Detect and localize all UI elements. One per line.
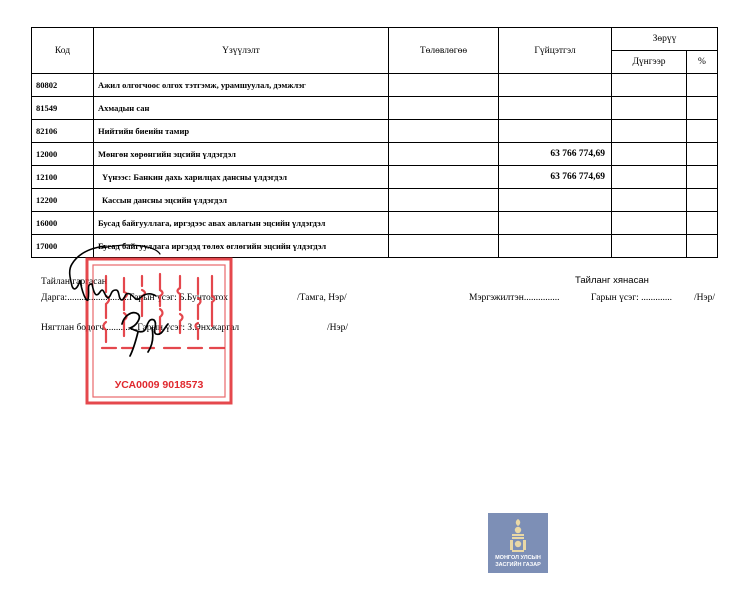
row-name: Бусад байгууллага, иргэдээс авах авлагын эцсийн үлдэгдэл: [94, 212, 389, 235]
table-row: [32, 166, 718, 189]
row-code: 80802: [32, 74, 94, 97]
row-code: 16000: [32, 212, 94, 235]
header-diff-amount: Дүнгээр: [612, 51, 687, 74]
row-diff-percent: [687, 212, 718, 235]
row-diff-amount: [612, 235, 687, 258]
row-name: Ажил олгогчоос олгох тэтгэмж, урамшуулал, дэмжлэг: [94, 74, 389, 97]
row-code: 12000: [32, 143, 94, 166]
accountant-signature: [108, 298, 178, 360]
row-plan: [389, 74, 499, 97]
stamp-number: УСА0009 9018573: [114, 379, 204, 391]
row-diff-amount: [612, 166, 687, 189]
row-plan: [389, 97, 499, 120]
row-plan: [389, 120, 499, 143]
row-diff-amount: [612, 189, 687, 212]
row-plan: [389, 189, 499, 212]
row-actual: [499, 189, 612, 212]
row-name: Бусад байгууллага иргэдэд төлөх өглөгийн эцсийн үлдэгдэл: [94, 235, 389, 258]
director-dots: ..........................: [67, 293, 129, 303]
header-name: Үзүүлэлт: [94, 28, 389, 74]
director-label: Дарга:: [41, 293, 68, 303]
table-row: [32, 97, 718, 120]
row-plan: [389, 212, 499, 235]
row-diff-amount: [612, 212, 687, 235]
row-diff-percent: [687, 189, 718, 212]
row-name: Нийтийн биеийн тамир: [94, 120, 389, 143]
table-row: [32, 143, 718, 166]
accountant-name: З.Энхжаргал: [187, 323, 240, 333]
row-code: 17000: [32, 235, 94, 258]
row-diff-percent: [687, 235, 718, 258]
row-actual: 63 766 774,69: [499, 166, 612, 189]
row-diff-amount: [612, 120, 687, 143]
row-diff-percent: [687, 166, 718, 189]
director-sign-label: Гарын үсэг: [128, 293, 175, 303]
row-actual: [499, 74, 612, 97]
header-diff: Зөрүү: [612, 28, 718, 51]
row-code: 81549: [32, 97, 94, 120]
specialist-suffix: /Нэр/: [694, 293, 715, 303]
row-diff-amount: [612, 74, 687, 97]
row-name: Мөнгөн хөрөнгийн эцсийн үлдэгдэл: [94, 143, 389, 166]
accountant-suffix: /Нэр/: [327, 323, 348, 333]
row-actual: [499, 120, 612, 143]
row-plan: [389, 143, 499, 166]
accountant-sign-label: Гарын үсэг: [137, 323, 183, 333]
table-row: [32, 212, 718, 235]
header-code: Код: [32, 28, 94, 74]
director-name: Б.Бунтогтох: [179, 293, 228, 303]
reviewed-title: Тайланг хянасан: [575, 275, 649, 286]
specialist-label: Мэргэжилтэн...............: [469, 293, 560, 303]
header-diff-percent: %: [687, 51, 718, 74]
row-code: 12100: [32, 166, 94, 189]
accountant-dots: ..............: [104, 323, 138, 333]
row-diff-amount: [612, 143, 687, 166]
row-diff-amount: [612, 97, 687, 120]
header-plan: Төлөвлөгөө: [389, 28, 499, 74]
row-code: 82106: [32, 120, 94, 143]
prepared-title: Тайлан гаргасан: [41, 277, 107, 287]
row-actual: 63 766 774,69: [499, 143, 612, 166]
row-name: Кассын дансны эцсийн үлдэгдэл: [94, 189, 389, 212]
table-row: [32, 120, 718, 143]
row-diff-percent: [687, 74, 718, 97]
row-diff-percent: [687, 120, 718, 143]
row-plan: [389, 166, 499, 189]
director-line: Дарга:..........................Гарын үсэг: Б.Бунтогтох: [41, 293, 228, 303]
government-logo: [488, 513, 548, 573]
row-diff-percent: [687, 143, 718, 166]
row-plan: [389, 235, 499, 258]
row-diff-percent: [687, 97, 718, 120]
table-row: [32, 189, 718, 212]
accountant-label: Нягтлан бодогч: [41, 323, 105, 333]
row-code: 12200: [32, 189, 94, 212]
accountant-line: Нягтлан бодогч..............Гарын үсэг: З.Энхжаргал: [41, 323, 240, 333]
report-table: [31, 27, 718, 258]
soyombo-icon: [488, 513, 548, 555]
specialist-sign: Гарын үсэг: .............: [591, 293, 673, 303]
row-actual: [499, 235, 612, 258]
logo-line2: ЗАСГИЙН ГАЗАР: [495, 562, 541, 568]
logo-line1: МОНГОЛ УЛСЫН: [495, 555, 541, 561]
table-row: [32, 74, 718, 97]
row-actual: [499, 97, 612, 120]
row-name: Үүнээс: Банкин дахь харилцах дансны үлдэгдэл: [94, 166, 389, 189]
header-actual: Гүйцэтгэл: [499, 28, 612, 74]
director-suffix: /Тамга, Нэр/: [297, 293, 347, 303]
row-actual: [499, 212, 612, 235]
row-name: Ахмадын сан: [94, 97, 389, 120]
